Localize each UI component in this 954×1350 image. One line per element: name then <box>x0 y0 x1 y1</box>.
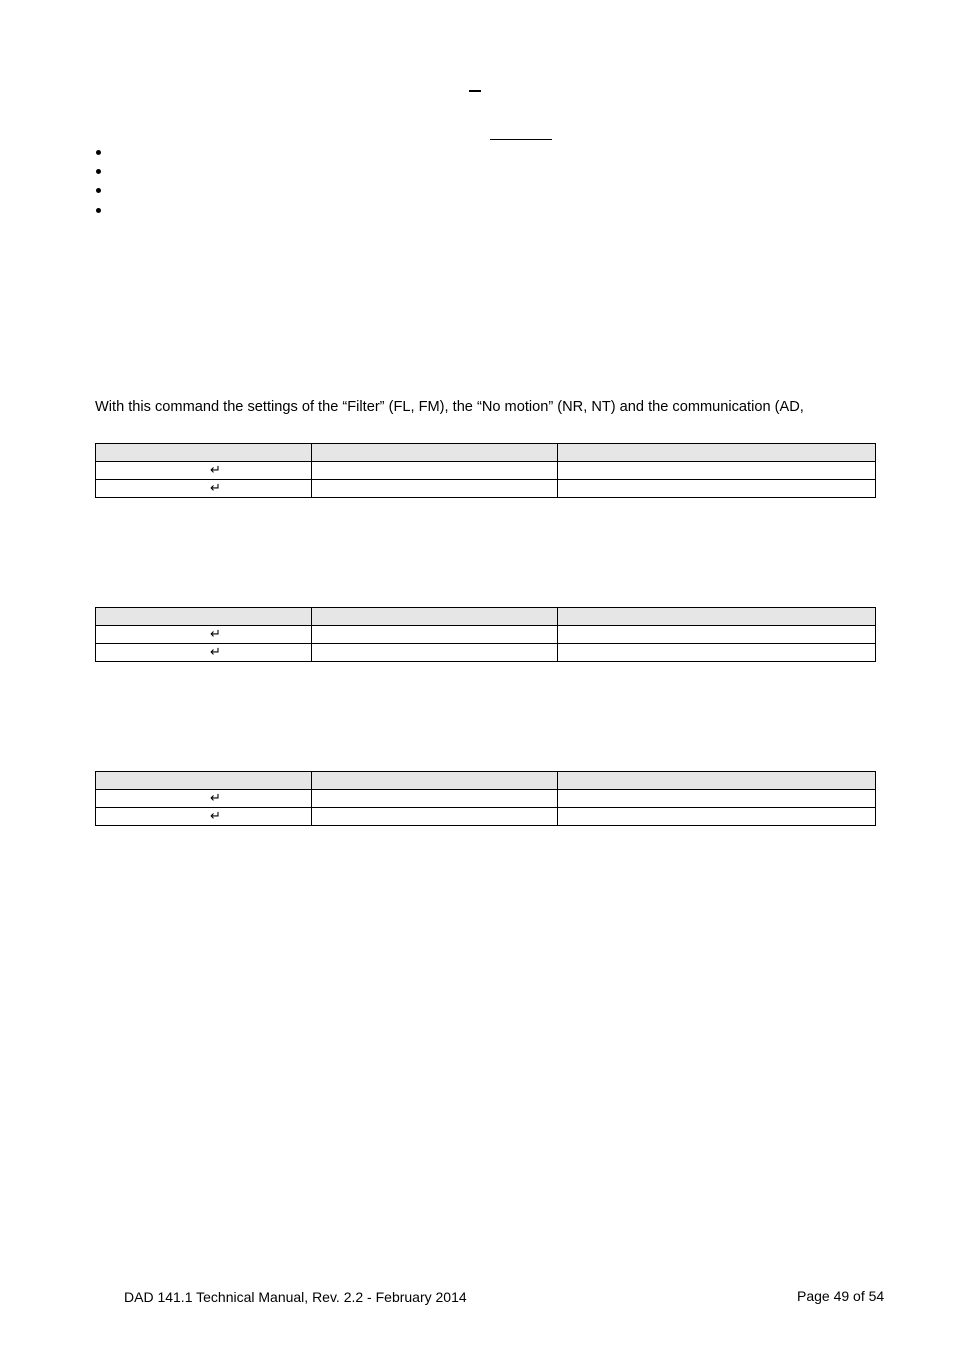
table-row <box>96 480 876 498</box>
table-header-row <box>96 772 876 790</box>
enter-return-icon: ↵ <box>210 627 221 642</box>
table-header-cell <box>558 444 876 462</box>
table-cell <box>558 480 876 498</box>
table-row <box>96 644 876 662</box>
command-cell <box>96 644 312 662</box>
body-paragraph: With this command the settings of the “Filter” (FL, FM), the “No motion” (NR, NT) and the communication (AD, <box>95 399 804 415</box>
heading-underline <box>490 139 552 140</box>
list-item <box>92 200 101 219</box>
table-cell <box>312 462 558 480</box>
table-header-row <box>96 608 876 626</box>
table-cell <box>558 790 876 808</box>
table-header-cell <box>312 772 558 790</box>
table-cell <box>558 644 876 662</box>
footer-page-number: Page 49 of 54 <box>797 1288 885 1304</box>
title-dash <box>469 90 481 92</box>
table-row <box>96 462 876 480</box>
enter-return-icon: ↵ <box>210 481 221 496</box>
table-cell <box>312 626 558 644</box>
table-cell <box>312 790 558 808</box>
enter-return-icon: ↵ <box>210 645 221 660</box>
command-table-1 <box>95 443 876 498</box>
command-cell <box>96 808 312 826</box>
table-header-row <box>96 444 876 462</box>
bullet-list <box>92 142 101 219</box>
table-row <box>96 808 876 826</box>
table-header-cell <box>96 608 312 626</box>
table-header-cell <box>96 772 312 790</box>
command-cell <box>96 790 312 808</box>
command-cell <box>96 462 312 480</box>
table-header-cell <box>558 608 876 626</box>
table-header-cell <box>312 444 558 462</box>
table-cell <box>558 462 876 480</box>
list-item <box>92 142 101 161</box>
enter-return-icon: ↵ <box>210 809 221 824</box>
table-cell <box>558 626 876 644</box>
table-header-cell <box>558 772 876 790</box>
table-cell <box>312 808 558 826</box>
table-cell <box>312 644 558 662</box>
table-row <box>96 790 876 808</box>
command-table-3 <box>95 771 876 826</box>
table-header-cell <box>312 608 558 626</box>
command-table-2 <box>95 607 876 662</box>
command-cell <box>96 626 312 644</box>
table-cell <box>312 480 558 498</box>
table-cell <box>558 808 876 826</box>
list-item <box>92 161 101 180</box>
table-row <box>96 626 876 644</box>
command-cell <box>96 480 312 498</box>
enter-return-icon: ↵ <box>210 791 221 806</box>
table-header-cell <box>96 444 312 462</box>
enter-return-icon: ↵ <box>210 463 221 478</box>
list-item <box>92 181 101 200</box>
footer-manual-title: DAD 141.1 Technical Manual, Rev. 2.2 - February 2014 <box>124 1289 467 1305</box>
